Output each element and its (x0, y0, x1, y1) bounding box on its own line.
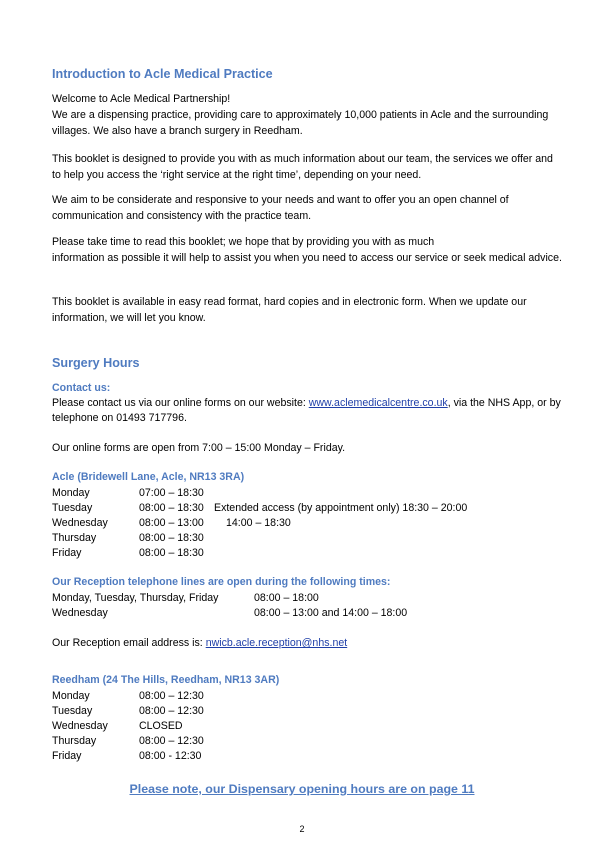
acle-time: 08:00 – 18:30 (139, 532, 204, 544)
intro-p5: This booklet is available in easy read format, hard copies and in electronic form. When we update our information, we will let you know. (52, 296, 527, 324)
acle-time: 08:00 – 18:30 (139, 547, 204, 559)
contact-pre: Please contact us via our online forms on our website: (52, 397, 309, 409)
acle-extra: 14:00 – 18:30 (226, 517, 291, 529)
acle-day: Thursday (52, 532, 97, 544)
intro-p1: We are a dispensing practice, providing care to approximately 10,000 patients in Acle and the surrounding villages. We also have a branch surgery in Reedham. (52, 109, 549, 137)
reception-email-link[interactable]: nwicb.acle.reception@nhs.net (205, 637, 348, 649)
reception-time: 08:00 – 13:00 and 14:00 – 18:00 (254, 607, 408, 619)
reception-email-line (52, 636, 347, 651)
reception-title: Our Reception telephone lines are open during the following times: (52, 576, 391, 588)
reedham-time: 08:00 - 12:30 (139, 750, 202, 762)
reedham-time: 08:00 – 12:30 (139, 735, 204, 747)
acle-day: Wednesday (52, 517, 108, 529)
reception-time: 08:00 – 18:00 (254, 592, 319, 604)
intro-p2: This booklet is designed to provide you with as much information about our team, the services we offer and to help you access the ‘right service at the right time’, depending on your need. (52, 153, 553, 181)
page-number: 2 (299, 824, 305, 834)
intro-p4a: Please take time to read this booklet; we hope that by providing you with as much (52, 236, 435, 248)
intro-heading: Introduction to Acle Medical Practice (52, 67, 273, 81)
intro-welcome: Welcome to Acle Medical Partnership! (52, 93, 231, 105)
contact-title: Contact us: (52, 382, 111, 394)
dispensary-note-link[interactable]: Please note, our Dispensary opening hours are on page 11 (129, 782, 475, 796)
website-link[interactable]: www.aclemedicalcentre.co.uk (308, 397, 448, 409)
acle-time: 07:00 – 18:30 (139, 487, 204, 499)
intro-p4b: information as possible it will help to assist you when you need to access our service or seek medical advice. (52, 252, 562, 264)
intro-p4-paragraph (52, 234, 562, 266)
intro-welcome-paragraph (52, 91, 562, 139)
acle-title: Acle (Bridewell Lane, Acle, NR13 3RA) (52, 471, 245, 483)
reedham-time: 08:00 – 12:30 (139, 705, 204, 717)
intro-p3: We aim to be considerate and responsive to your needs and want to offer you an open channel of communication and consistency with the practice team. (52, 194, 509, 222)
contact-post: , via the NHS App, or by telephone on 01493 717796. (52, 397, 561, 424)
reedham-day: Thursday (52, 735, 97, 747)
reception-days: Monday, Tuesday, Thursday, Friday (52, 592, 219, 604)
reedham-day: Friday (52, 750, 82, 762)
reception-days: Wednesday (52, 607, 108, 619)
acle-day: Monday (52, 487, 90, 499)
reedham-day: Tuesday (52, 705, 93, 717)
acle-day: Friday (52, 547, 82, 559)
acle-day: Tuesday (52, 502, 93, 514)
contact-paragraph (52, 396, 562, 426)
surgery-hours-heading: Surgery Hours (52, 356, 140, 370)
acle-extra: Extended access (by appointment only) 18:30 – 20:00 (214, 502, 468, 514)
reedham-time: 08:00 – 12:30 (139, 690, 204, 702)
reedham-time: CLOSED (139, 720, 183, 732)
reedham-title: Reedham (24 The Hills, Reedham, NR13 3AR) (52, 674, 280, 686)
reedham-day: Monday (52, 690, 90, 702)
acle-time: 08:00 – 13:00 (139, 517, 204, 529)
online-forms-text: Our online forms are open from 7:00 – 15:00 Monday – Friday. (52, 442, 346, 454)
reedham-day: Wednesday (52, 720, 108, 732)
reception-email-pre: Our Reception email address is: (52, 637, 206, 649)
acle-time: 08:00 – 18:30 (139, 502, 204, 514)
